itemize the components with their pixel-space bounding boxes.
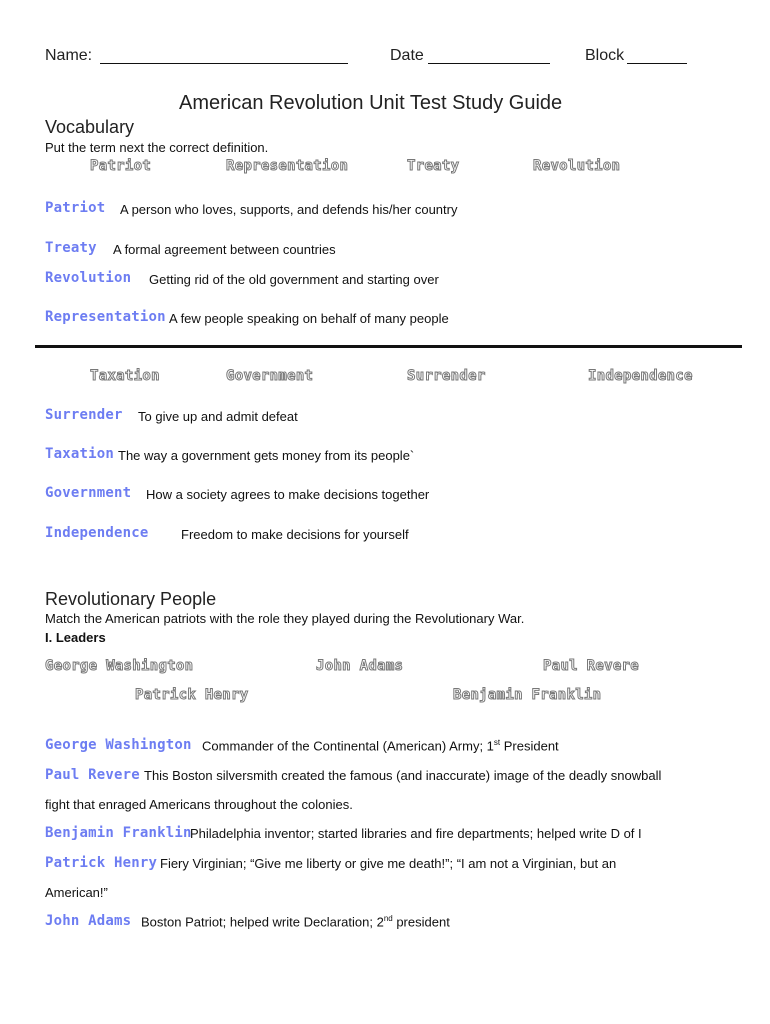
definition-text: Getting rid of the old government and starting over — [149, 272, 439, 287]
word-bank-item: Government — [226, 368, 314, 384]
word-bank-item: Treaty — [407, 158, 460, 174]
word-bank-item: Paul Revere — [543, 658, 640, 674]
name-blank[interactable] — [100, 63, 348, 64]
answer-term: Paul Revere — [45, 767, 140, 783]
definition-text: Commander of the Continental (American) Army; 1st President — [202, 738, 559, 754]
definition-text: This Boston silversmith created the famous (and inaccurate) image of the deadly snowball — [144, 768, 662, 783]
vocabulary-heading: Vocabulary — [45, 117, 135, 137]
answer-term: John Adams — [45, 913, 132, 929]
answer-term: Taxation — [45, 446, 115, 462]
definition-text: A formal agreement between countries — [113, 242, 336, 257]
word-bank-item: Revolution — [533, 158, 621, 174]
answer-term: Independence — [45, 525, 149, 541]
page-title: American Revolution Unit Test Study Guide — [179, 92, 563, 114]
definition-continuation: fight that enraged Americans throughout the colonies. — [45, 797, 353, 812]
definition-text: A few people speaking on behalf of many people — [169, 311, 449, 326]
definition-text: Fiery Virginian; “Give me liberty or give me death!”; “I am not a Virginian, but an — [160, 856, 617, 871]
word-bank-item: George Washington — [45, 658, 194, 674]
definition-continuation: American!” — [45, 885, 108, 900]
people-instruction: Match the American patriots with the role they played during the Revolutionary War. — [45, 611, 525, 626]
word-bank-item: Taxation — [90, 368, 160, 384]
word-bank-item: Representation — [226, 158, 349, 174]
answer-term: Patrick Henry — [45, 855, 158, 871]
answer-term: Surrender — [45, 407, 123, 423]
definition-text: Boston Patriot; helped write Declaration; 2nd president — [141, 914, 450, 930]
answer-term: George Washington — [45, 737, 192, 753]
definition-text: Philadelphia inventor; started libraries and fire departments; helped write D of I — [190, 826, 642, 841]
definition-text: A person who loves, supports, and defends his/her country — [120, 202, 458, 217]
vocabulary-instruction: Put the term next the correct definition. — [45, 140, 269, 155]
name-label: Name: — [45, 47, 93, 64]
date-label: Date — [390, 47, 424, 64]
block-label: Block — [585, 47, 625, 64]
answer-term: Treaty — [45, 240, 97, 256]
answer-term: Government — [45, 485, 132, 501]
date-blank[interactable] — [428, 63, 550, 64]
definition-text: To give up and admit defeat — [138, 409, 298, 424]
word-bank-item: Benjamin Franklin — [453, 687, 602, 703]
definition-text: How a society agrees to make decisions together — [146, 487, 430, 502]
word-bank-item: John Adams — [316, 658, 404, 674]
word-bank-item: Independence — [588, 368, 693, 384]
word-bank-item: Patrick Henry — [135, 687, 249, 703]
block-blank[interactable] — [627, 63, 687, 64]
definition-text: The way a government gets money from its people` — [118, 448, 415, 463]
word-bank-item: Patriot — [90, 158, 152, 174]
section-divider — [35, 345, 742, 348]
people-heading: Revolutionary People — [45, 589, 217, 609]
answer-term: Representation — [45, 309, 166, 325]
definition-text: Freedom to make decisions for yourself — [181, 527, 409, 542]
word-bank-item: Surrender — [407, 368, 486, 384]
answer-term: Benjamin Franklin — [45, 825, 192, 841]
answer-term: Patriot — [45, 200, 106, 216]
answer-term: Revolution — [45, 270, 132, 286]
leaders-subheading: I. Leaders — [45, 630, 106, 645]
